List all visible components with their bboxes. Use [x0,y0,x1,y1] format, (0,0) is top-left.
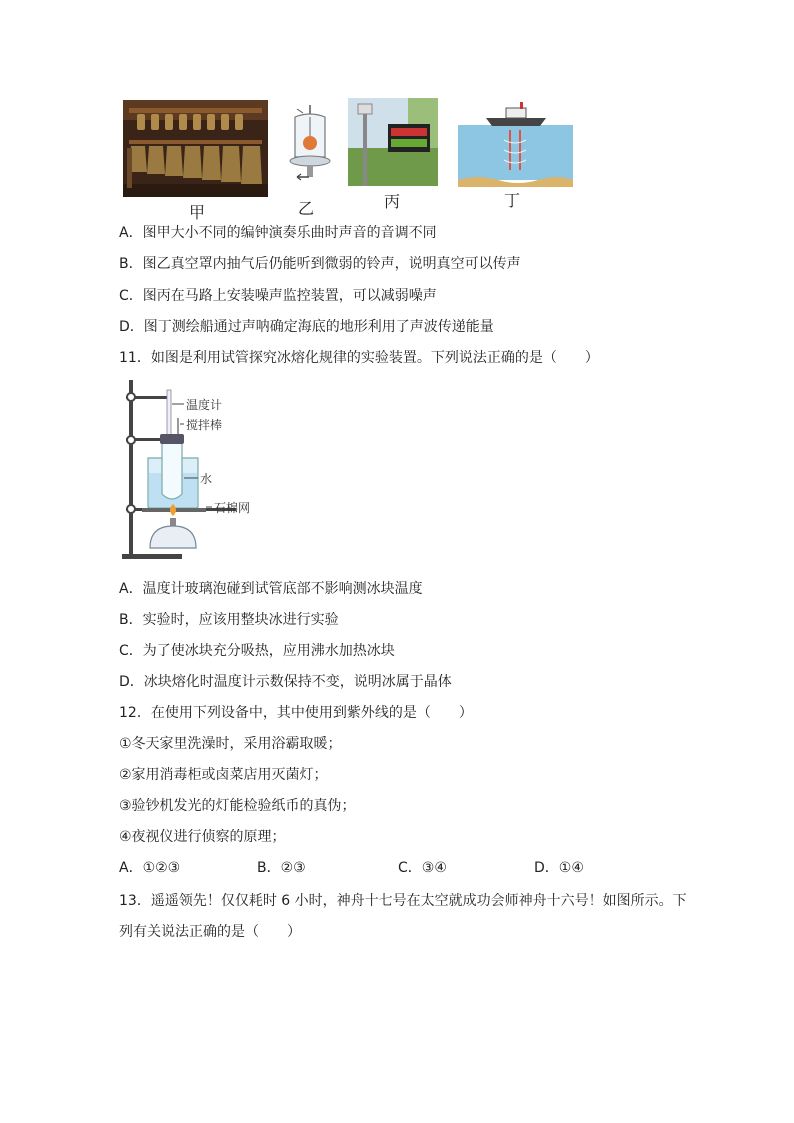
q10-option-a: A．图甲大小不同的编钟演奏乐曲时声音的音调不同 [119,225,437,241]
q12-stem: 12．在使用下列设备中，其中使用到紫外线的是（ ） [119,705,473,721]
figure-jia-bianzhong [123,100,268,197]
ice-melting-apparatus-figure [120,378,270,563]
q13-stem-line-1: 13．遥遥领先！仅仅耗时 6 小时，神舟十七号在太空就成功会师神舟十六号！如图所示。下 [119,893,687,909]
label-water: 水 [200,472,213,486]
q11-option-a: A．温度计玻璃泡碰到试管底部不影响测冰块温度 [119,581,423,597]
q11-stem: 11．如图是利用试管探究冰熔化规律的实验装置。下列说法正确的是（ ） [119,350,599,366]
label-thermometer: 温度计 [186,398,223,412]
q12-choice-a: A．①②③ [119,860,181,876]
figure-label-yi: 乙 [298,199,315,218]
q12-choice-c: C．③④ [398,860,447,876]
figure-yi-vacuum-bell [287,103,333,198]
label-stirring-rod: 搅拌棒 [186,418,223,432]
figure-label-bing: 丙 [384,192,401,211]
q10-option-b: B．图乙真空罩内抽气后仍能听到微弱的铃声，说明真空可以传声 [119,256,521,272]
q11-option-d: D．冰块熔化时温度计示数保持不变，说明冰属于晶体 [119,674,452,690]
figure-bing-noise-monitor [348,98,438,186]
q13-stem-line-2: 列有关说法正确的是（ ） [119,924,301,940]
q12-item-3: ③验钞机发光的灯能检验纸币的真伪； [119,798,356,814]
q12-choice-d: D．①④ [534,860,584,876]
figure-ding-sonar-ship [458,100,573,187]
label-asbestos-gauze: 石棉网 [214,501,251,515]
figure-label-ding: 丁 [504,191,521,210]
q12-choice-b: B．②③ [257,860,306,876]
q10-option-d: D．图丁测绘船通过声呐确定海底的地形利用了声波传递能量 [119,319,494,335]
figure-label-jia: 甲 [189,203,206,222]
q12-choices [119,857,679,877]
q12-item-4: ④夜视仪进行侦察的原理； [119,829,286,845]
q12-item-2: ②家用消毒柜或卤菜店用灭菌灯； [119,767,328,783]
q12-item-1: ①冬天家里洗澡时，采用浴霸取暖； [119,736,342,752]
q10-option-c: C．图丙在马路上安装噪声监控装置，可以减弱噪声 [119,288,437,304]
q11-option-c: C．为了使冰块充分吸热，应用沸水加热冰块 [119,643,395,659]
q11-option-b: B．实验时，应该用整块冰进行实验 [119,612,339,628]
